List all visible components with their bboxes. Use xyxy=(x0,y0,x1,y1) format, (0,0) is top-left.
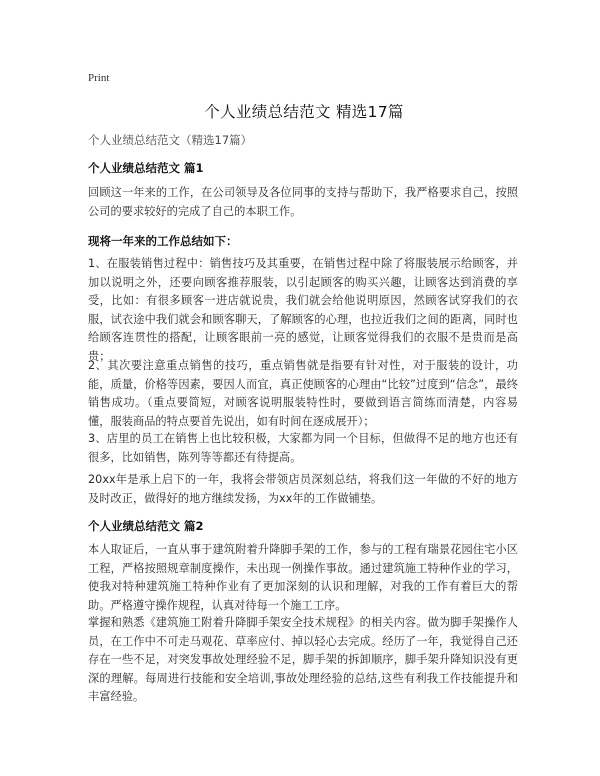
print-label: Print xyxy=(88,72,110,84)
section-heading-1: 个人业绩总结范文 篇1 xyxy=(88,161,204,175)
paragraph: 20xx年是承上启下的一年，我将会带领店员深刻总结，将我们这一年做的不好的地方及时改正，做得好的地方继续发扬，为xx年的工作做铺垫。 xyxy=(88,473,518,505)
section-1-intro: 回顾这一年来的工作，在公司领导及各位同事的支持与帮助下，我严格要求自己，按照公司的要求较好的完成了自己的本职工作。 xyxy=(88,186,518,218)
document-subtitle: 个人业绩总结范文（精选17篇） xyxy=(88,133,253,147)
section-1-subheading: 现将一年来的工作总结如下： xyxy=(88,234,238,248)
paragraph: 本人取证后，一直从事于建筑附着升降脚手架的工作，参与的工程有瑞景花园住宅小区工程，严格按照规章制度操作，未出现一例操作事故。通过建筑施工特种作业的学习，使我对特种建筑施工特种作业有了更加深刻的认识和理解，对我的工作有着巨大的帮助。严格遵守操作规程，认真对待每一个施工工序。 xyxy=(88,543,518,612)
paragraph: 2、其次要注意重点销售的技巧，重点销售就是指要有针对性，对于服装的设计，功能，质量，价格等因素，要因人而宜，真正使顾客的心理由“比较”过度到“信念”，最终销售成功。（重点要简短，对顾客说明服装特性时，要做到语言简练而清楚，内容易懂，服装商品的特点要首先说出，如有时间在逐成展开）； xyxy=(88,359,518,428)
paragraph: 3、店里的员工在销售上也比较积极，大家都为同一个目标，但做得不足的地方也还有很多，比如销售，陈列等等都还有待提高。 xyxy=(88,432,518,464)
paragraph: 1、在服装销售过程中：销售技巧及其重要，在销售过程中除了将服装展示给顾客，并加以说明之外，还要向顾客推荐服装，以引起顾客的购买兴趣，让顾客达到消费的享受，比如：有很多顾客一进店就说贵，我们就会给他说明原因，然顾客试穿我们的衣服，试衣途中我们就会和顾客聊天，了解顾客的心理，也拉近我们之间的距离，同时也给顾客连贯性的搭配，让顾客眼前一亮的感觉，让顾客觉得我们的衣服不是贵而是高贵； xyxy=(88,257,518,363)
document-title: 个人业绩总结范文 精选17篇 xyxy=(204,103,404,121)
section-heading-2: 个人业绩总结范文 篇2 xyxy=(88,519,204,533)
paragraph: 掌握和熟悉《建筑施工附着升降脚手架安全技术规程》的相关内容。做为脚手架操作人员，在工作中不可走马观花、草率应付、掉以轻心去完成。经历了一年，我觉得自己还存在一些不足，对突发事故处理经验不足，脚手架的拆卸顺序，脚手架升降知识没有更深的理解。每周进行技能和安全培训,事故处理经验的总结,这些有利我工作技能提升和丰富经验。 xyxy=(88,616,518,703)
